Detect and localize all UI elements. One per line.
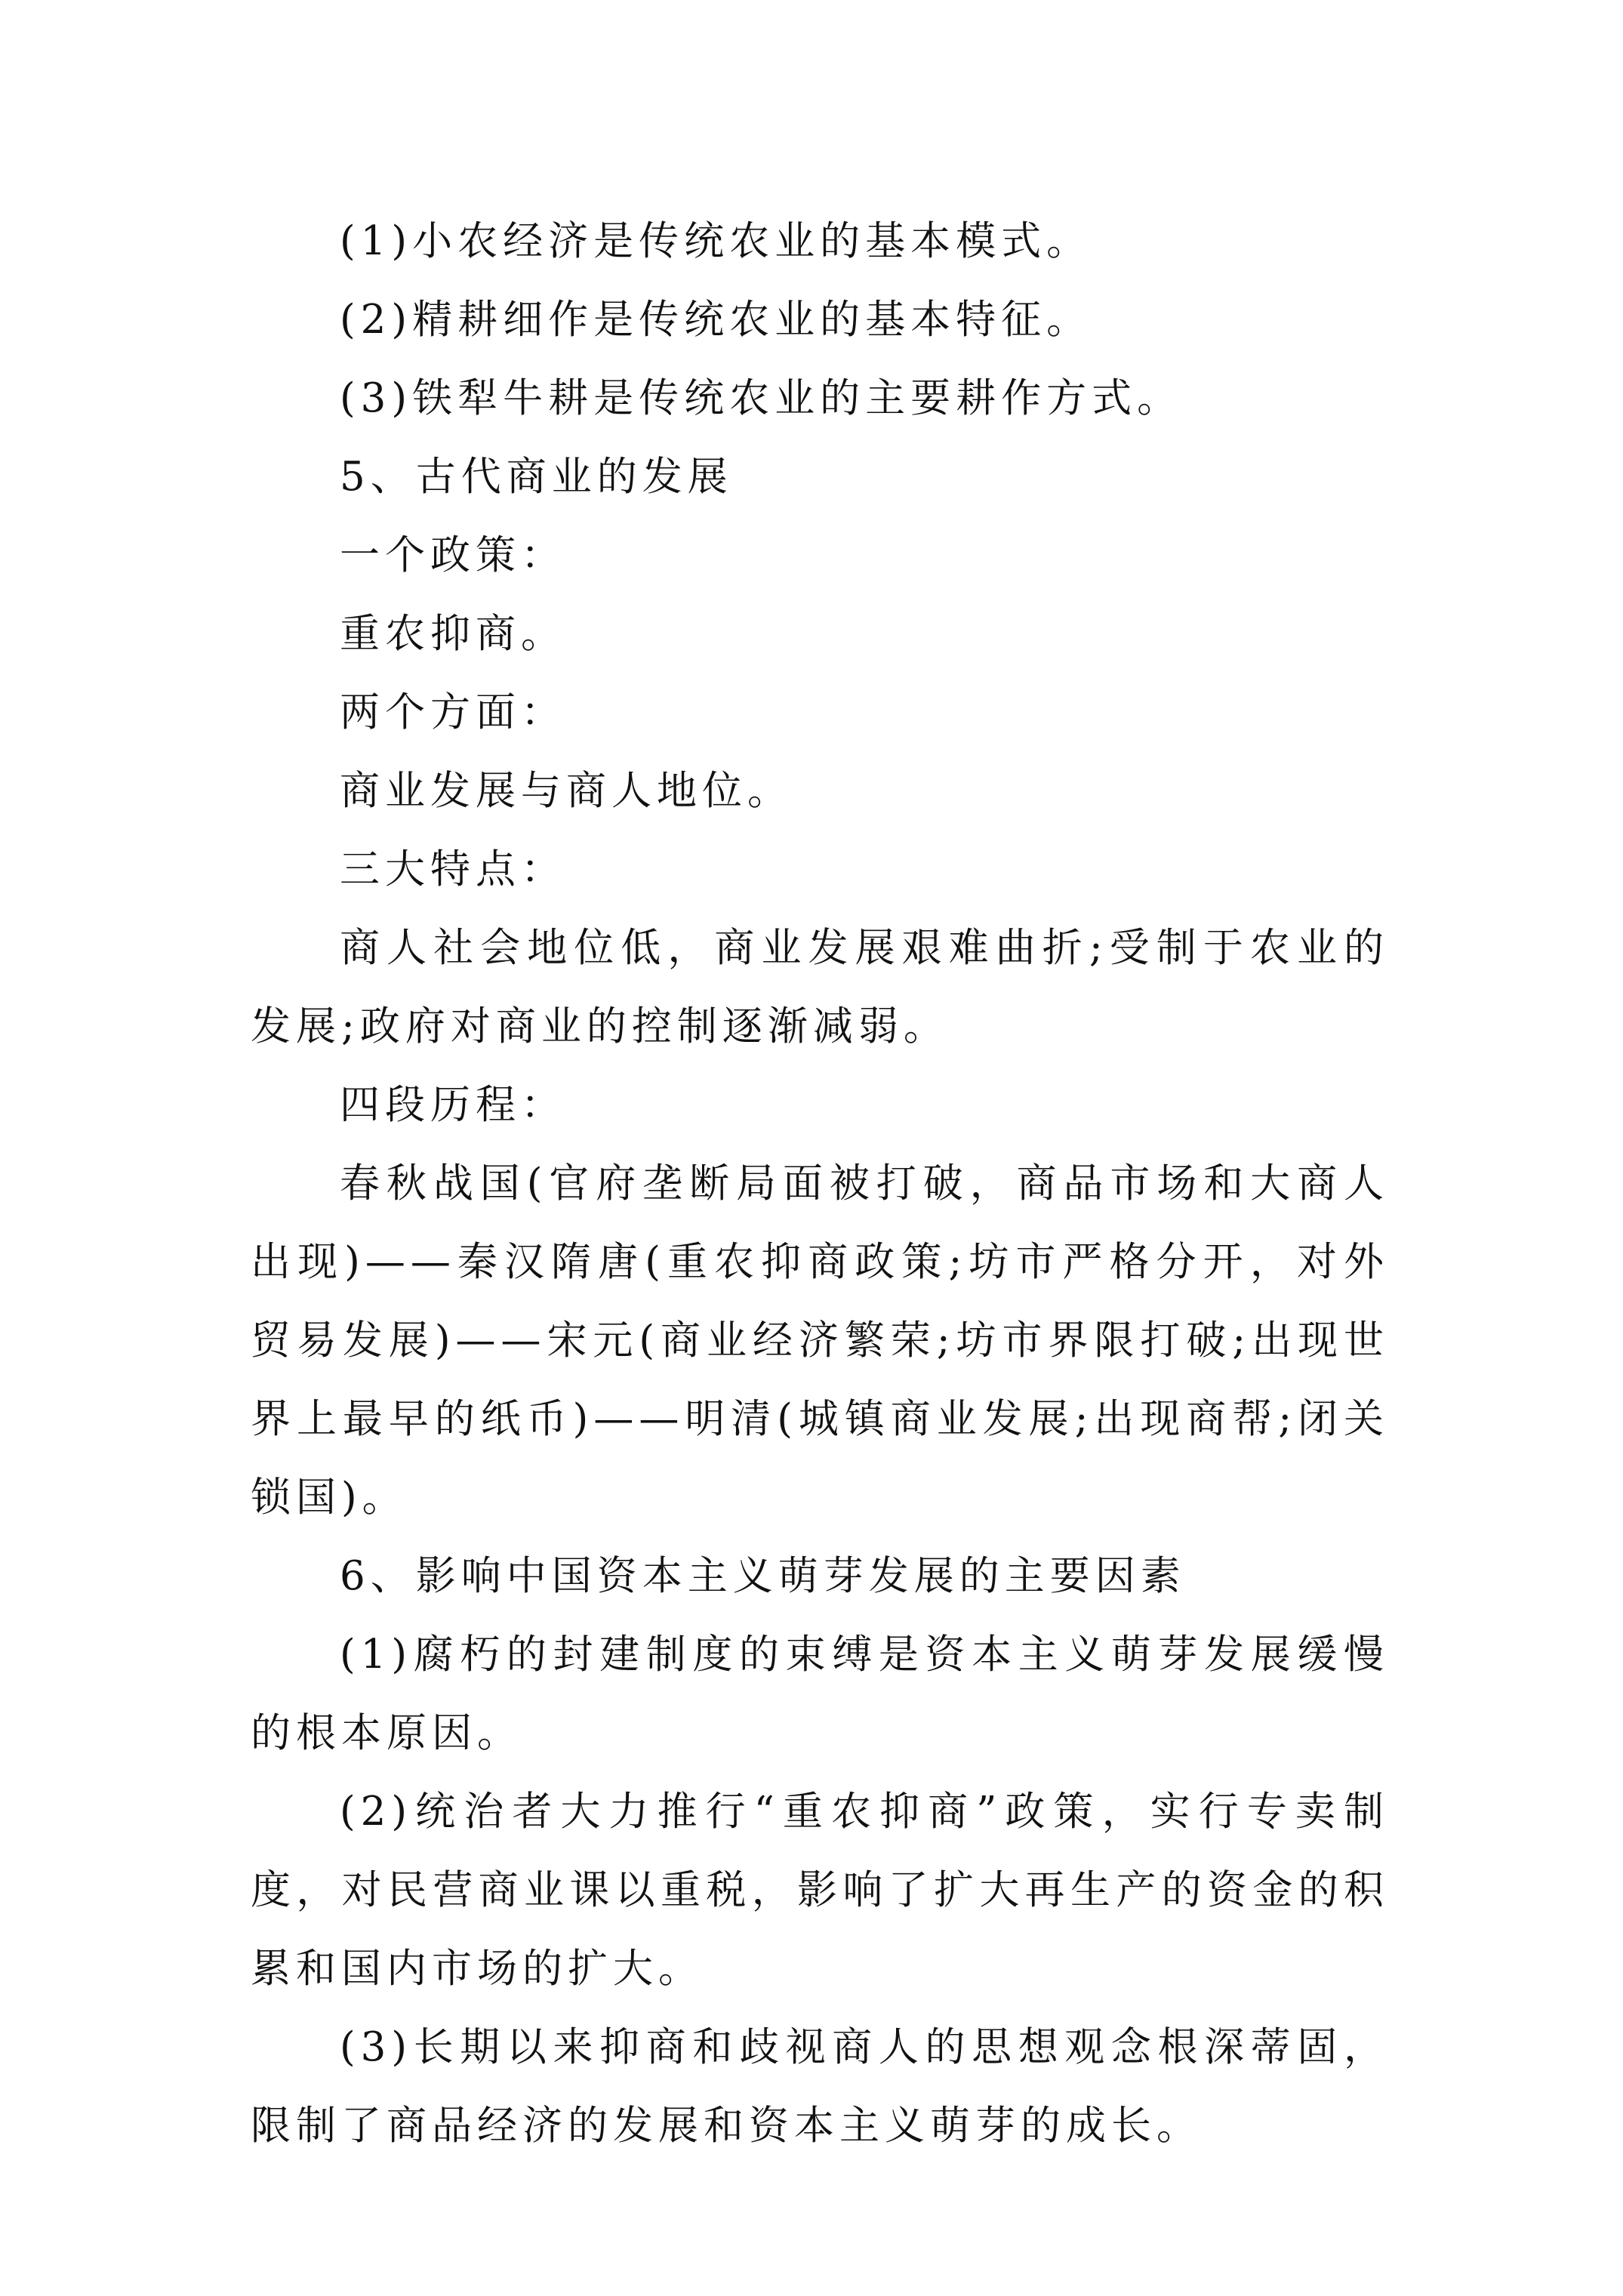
subheading-three-features: 三大特点： [340,846,566,892]
section-heading-capitalism: 6、影响中国资本主义萌芽发展的主要因素 [340,1553,1186,1599]
subheading-four-stages: 四段历程： [340,1082,566,1128]
paragraph-factor-2: (2)统治者大力推行“重农抑商”政策，实行专卖制度，对民营商业课以重税，影响了扩大再生产的资金的积累和国内市场的扩大。 [251,1789,1389,1992]
section-heading-commerce: 5、古代商业的发展 [340,454,733,500]
paragraph-features: 商人社会地位低，商业发展艰难曲折;受制于农业的发展;政府对商业的控制逐渐减弱。 [251,925,1389,1049]
paragraph-agri-feature: (2)精耕细作是传统农业的基本特征。 [340,297,1092,343]
subheading-one-policy: 一个政策： [340,532,566,578]
document-body [251,202,1389,2165]
paragraph-aspects: 商业发展与商人地位。 [340,768,793,814]
paragraph-agri-mode: (1)小农经济是传统农业的基本模式。 [340,218,1092,264]
paragraph-policy: 重农抑商。 [340,611,566,657]
paragraph-agri-method: (3)铁犁牛耕是传统农业的主要耕作方式。 [340,375,1183,421]
subheading-two-aspects: 两个方面： [340,689,566,735]
paragraph-factor-1: (1)腐朽的封建制度的束缚是资本主义萌芽发展缓慢的根本原因。 [251,1632,1389,1756]
paragraph-factor-3: (3)长期以来抑商和歧视商人的思想观念根深蒂固，限制了商品经济的发展和资本主义萌芽的成长。 [251,2024,1389,2149]
paragraph-stages: 春秋战国(官府垄断局面被打破，商品市场和大商人出现)——秦汉隋唐(重农抑商政策;坊市严格分开，对外贸易发展)——宋元(商业经济繁荣;坊市界限打破;出现世界上最早的纸币)——明清(城镇商业发展;出现商帮;闭关锁国)。 [251,1160,1389,1521]
